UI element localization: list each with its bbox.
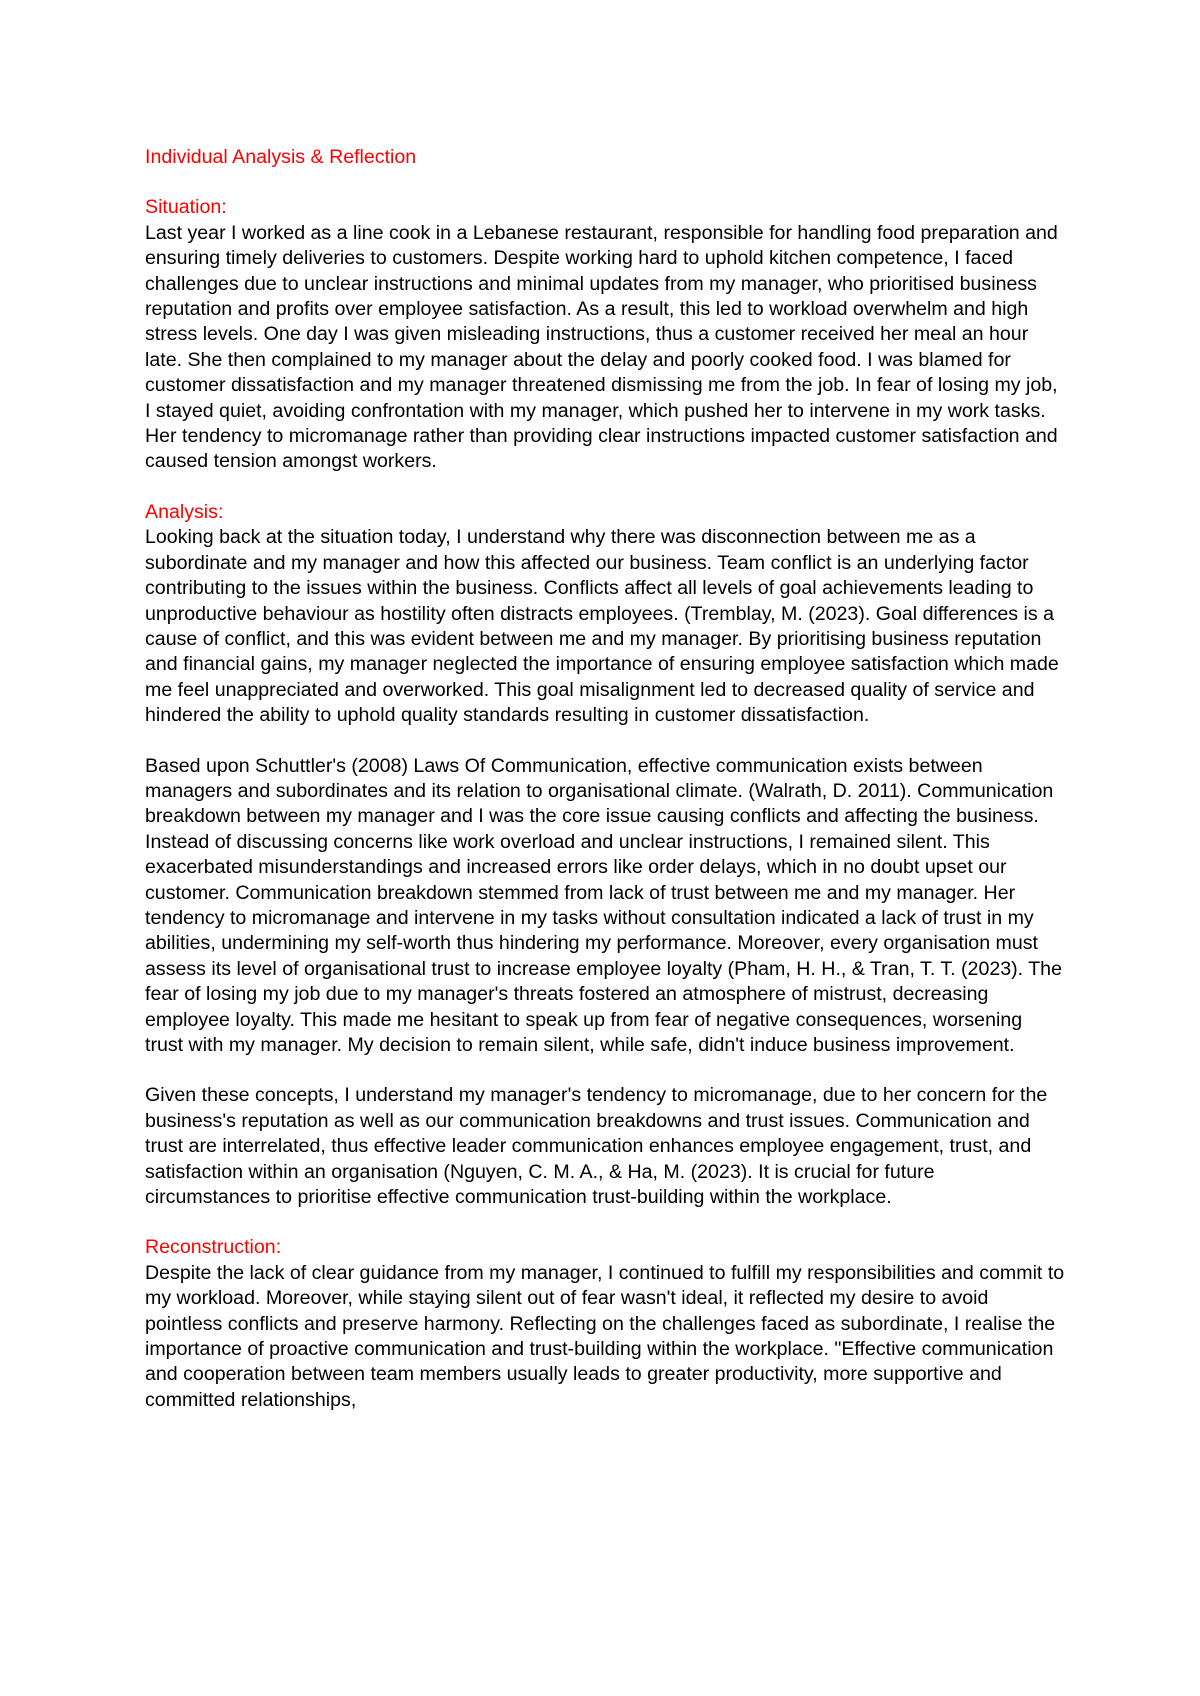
- analysis-paragraph-3: Given these concepts, I understand my manager's tendency to micromanage, due to her concern for the business's reputation as well as our communication breakdowns and trust issues. Communication and trust are interrelated, thus effective leader communication enhances employee engagement, trust, and satisfaction within an organisation (Nguyen, C. M. A., & Ha, M. (2023). It is crucial for future circumstances to prioritise effective communication trust-building within the workplace.: [145, 1084, 1048, 1209]
- reconstruction-paragraph: Despite the lack of clear guidance from my manager, I continued to fulfill my responsibilities and commit to my workload. Moreover, while staying silent out of fear wasn't ideal, it reflected my desire to avoid pointless conflicts and preserve harmony. Reflecting on the challenges faced as subordinate, I realise the importance of proactive communication and trust-building within the workplace. "Effective communication and cooperation between team members usually leads to greater productivity, more supportive and committed relationships,: [145, 1261, 1065, 1411]
- document-title: Individual Analysis & Reflection: [145, 146, 417, 168]
- analysis-paragraph-1: Looking back at the situation today, I understand why there was disconnection between me as a subordinate and my manager and how this affected our business. Team conflict is an underlying factor contributing to the issues within the business. Conflicts affect all levels of goal achievements leading to unproductive behaviour as hostility often distracts employees. (Tremblay, M. (2023). Goal differences is a cause of conflict, and this was evident between me and my manager. By prioritising business reputation and financial gains, my manager neglected the importance of ensuring employee satisfaction which made me feel unappreciated and overworked. This goal misalignment led to decreased quality of service and hindered the ability to uphold quality standards resulting in customer dissatisfaction.: [145, 526, 1059, 727]
- document-page: [145, 145, 1065, 1413]
- situation-section: [145, 195, 1065, 474]
- reconstruction-section: [145, 1235, 1065, 1413]
- situation-heading: Situation:: [145, 196, 227, 219]
- analysis-section: [145, 500, 1065, 1211]
- analysis-paragraph-2: Based upon Schuttler's (2008) Laws Of Communication, effective communication exists between managers and subordinates and its relation to organisational climate. (Walrath, D. 2011). Communication breakdown between my manager and I was the core issue causing conflicts and affecting the business. Instead of discussing concerns like work overload and unclear instructions, I remained silent. This exacerbated misunderstandings and increased errors like order delays, which in no doubt upset our customer. Communication breakdown stemmed from lack of trust between me and my manager. Her tendency to micromanage and intervene in my tasks without consultation indicated a lack of trust in my abilities, undermining my self-worth thus hindering my performance. Moreover, every organisation must assess its level of organisational trust to increase employee loyalty (Pham, H. H., & Tran, T. T. (2023). The fear of losing my job due to my manager's threats fostered an atmosphere of mistrust, decreasing employee loyalty. This made me hesitant to speak up from fear of negative consequences, worsening trust with my manager. My decision to remain silent, while safe, didn't induce business improvement.: [145, 754, 1062, 1056]
- analysis-heading: Analysis:: [145, 500, 224, 523]
- situation-paragraph: Last year I worked as a line cook in a Lebanese restaurant, responsible for handling food preparation and ensuring timely deliveries to customers. Despite working hard to uphold kitchen competence, I faced challenges due to unclear instructions and minimal updates from my manager, who prioritised business reputation and profits over employee satisfaction. As a result, this led to workload overwhelm and high stress levels. One day I was given misleading instructions, thus a customer received her meal an hour late. She then complained to my manager about the delay and poorly cooked food. I was blamed for customer dissatisfaction and my manager threatened dismissing me from the job. In fear of losing my job, I stayed quiet, avoiding confrontation with my manager, which pushed her to intervene in my work tasks. Her tendency to micromanage rather than providing clear instructions impacted customer satisfaction and caused tension amongst workers.: [145, 221, 1058, 473]
- reconstruction-heading: Reconstruction:: [145, 1236, 282, 1259]
